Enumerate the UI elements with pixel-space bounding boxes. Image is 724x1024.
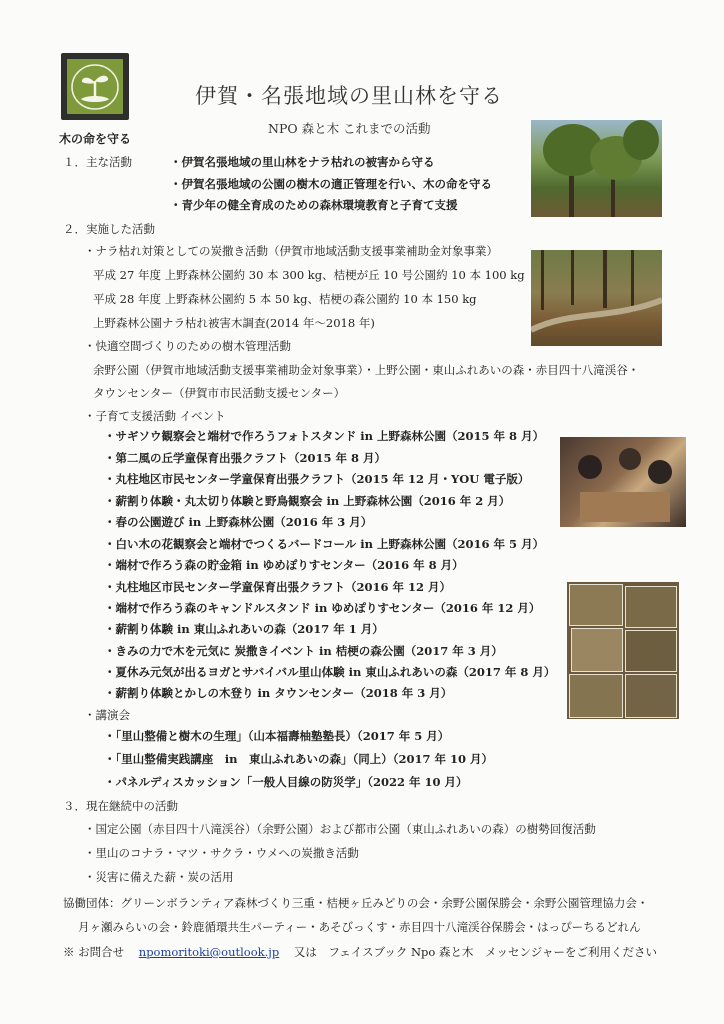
event-item: ・薪割り体験とかしの木登り in タウンセンター（2018 年 3 月） (104, 686, 453, 700)
section3-heading: ３．現在継続中の活動 (63, 799, 178, 813)
page-subtitle: NPO 森と木 これまでの活動 (268, 121, 431, 136)
forest-photo (531, 120, 662, 217)
naragare-title: ・ナラ枯れ対策としての炭撒き活動（伊賀市地域活動支援事業補助金対象事業） (84, 244, 498, 258)
list-item: ・里山のコナラ・マツ・サクラ・ウメへの炭撒き活動 (84, 846, 359, 860)
event-item: ・端材で作ろう森のキャンドルスタンド in ゆめぽりすセンター（2016 年 12 月） (104, 601, 541, 615)
event-item: ・第二風の丘学童保育出張クラフト（2015 年 8 月） (104, 451, 387, 465)
lecture-item: ・パネルディスカッション「一般人目線の防災学」（2022 年 10 月） (104, 775, 468, 789)
logo-caption: 木の命を守る (59, 132, 132, 146)
event-item: ・丸柱地区市民センター学童保育出張クラフト（2015 年 12 月・YOU 電子版） (104, 472, 530, 486)
kaiteki-title: ・快適空間づくりのための樹木管理活動 (84, 339, 291, 353)
naragare-line: 平成 28 年度 上野森林公園約 5 本 50 kg、桔梗の森公園約 10 本 150 kg (93, 292, 477, 306)
event-item: ・春の公園遊び in 上野森林公園（2016 年 3 月） (104, 515, 373, 529)
event-item: ・夏休み元気が出るヨガとサバイバル里山体験 in 東山ふれあいの森（2017 年 8 月） (104, 665, 556, 679)
lecture-item: ・「里山整備と樹木の生理」（山本福壽柚塾塾長）（2017 年 5 月） (104, 729, 450, 743)
event-item: ・丸柱地区市民センター学童保育出張クラフト（2016 年 12 月） (104, 580, 452, 594)
event-collage-photo (567, 582, 679, 719)
naragare-line: 上野森林公園ナラ枯れ被害木調査(2014 年〜2018 年) (93, 316, 375, 330)
list-item: ・青少年の健全育成のための森林環境教育と子育て支援 (170, 198, 458, 212)
list-item: ・災害に備えた薪・炭の活用 (84, 870, 234, 884)
event-item: ・薪割り体験・丸太切り体験と野鳥観察会 in 上野森林公園（2016 年 2 月） (104, 494, 511, 508)
event-item: ・白い木の花観察会と端材でつくるバードコール in 上野森林公園（2016 年 5 月） (104, 537, 545, 551)
partners-line: 協働団体：グリーンボランティア森林づくり三重・桔梗ヶ丘みどりの会・余野公園保勝会・余野公園管理協力会・ (63, 896, 649, 910)
page-title: 伊賀・名張地域の里山林を守る (195, 84, 503, 108)
contact-email-link[interactable]: npomoritoki@outlook.jp (138, 945, 280, 959)
contact-line (63, 945, 657, 959)
naragare-line: 平成 27 年度 上野森林公園約 30 本 300 kg、桔梗が丘 10 号公園約 10 本 100 kg (93, 268, 525, 282)
list-item: ・伊賀名張地域の里山林をナラ枯れの被害から守る (170, 155, 435, 169)
list-item: ・伊賀名張地域の公園の樹木の適正管理を行い、木の命を守る (170, 177, 492, 191)
section2-heading: ２．実施した活動 (63, 222, 155, 236)
lecture-item: ・「里山整備実践講座 in 東山ふれあいの森」（同上）（2017 年 10 月） (104, 752, 493, 766)
sprout-hand-icon (61, 53, 129, 120)
kosodate-title: ・子育て支援活動 イベント (84, 409, 226, 423)
contact-prefix: ※ お問合せ (63, 945, 125, 959)
list-item: ・国定公園（赤目四十八滝渓谷）（余野公園）および都市公園（東山ふれあいの森）の樹勢回復活動 (84, 822, 596, 836)
contact-suffix: 又は フェイスブック Npo 森と木 メッセンジャーをご利用ください (293, 945, 657, 959)
section1-heading: １．主な活動 (63, 155, 132, 169)
children-activity-photo (560, 437, 686, 527)
partners-line: 月ヶ瀬みらいの会・鈴鹿循環共生パーティー・あそびっくす・赤目四十八滝渓谷保勝会・はっぴーちるどれん (78, 920, 641, 934)
event-item: ・サギソウ観察会と端材で作ろうフォトスタンド in 上野森林公園（2015 年 8 月） (104, 429, 545, 443)
event-item: ・端材で作ろう森の貯金箱 in ゆめぽりすセンター（2016 年 8 月） (104, 558, 464, 572)
event-item: ・薪割り体験 in 東山ふれあいの森（2017 年 1 月） (104, 622, 384, 636)
kaiteki-line: 余野公園（伊賀市地域活動支援事業補助金対象事業）・上野公園・東山ふれあいの森・赤目四十八滝渓谷・ (93, 363, 640, 377)
lectures-title: ・講演会 (84, 708, 130, 722)
kaiteki-line: タウンセンター（伊賀市市民活動支援センター） (93, 386, 346, 400)
logo (61, 53, 129, 120)
forest-path-photo (531, 250, 662, 346)
event-item: ・きみの力で木を元気に 炭撒きイベント in 桔梗の森公園（2017 年 3 月） (104, 644, 503, 658)
